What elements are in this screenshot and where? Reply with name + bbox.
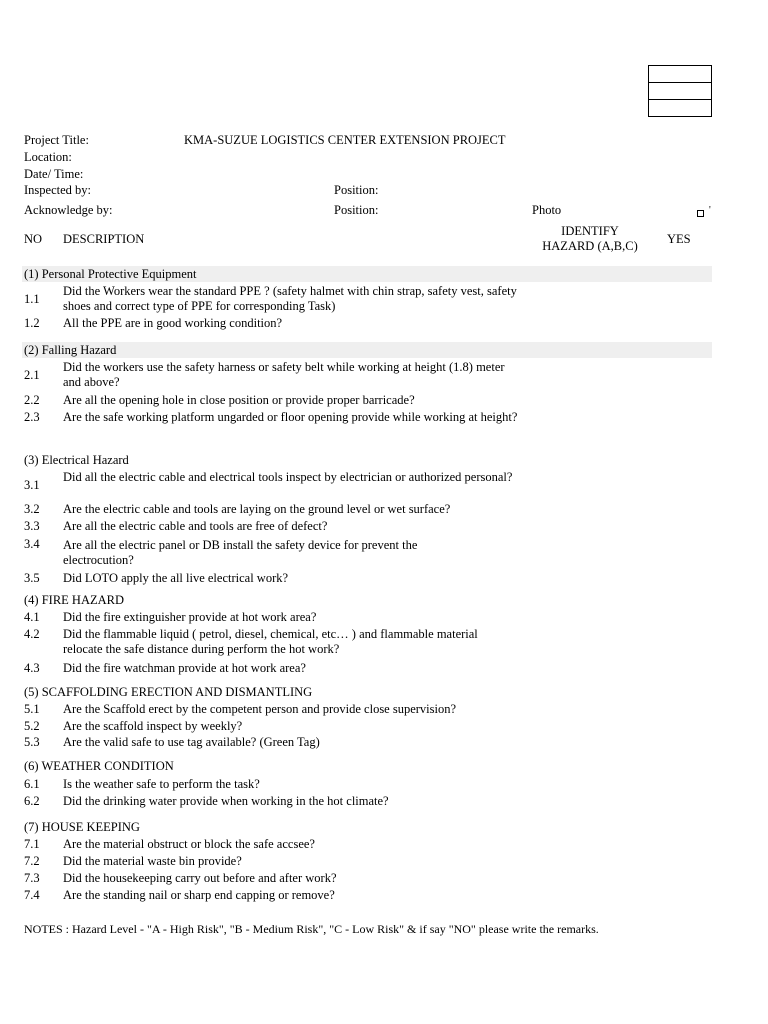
- hazard-level-notes: NOTES : Hazard Level - "A - High Risk", "B - Medium Risk", "C - Low Risk" & if say "NO" please write the remarks.: [24, 922, 599, 936]
- item-description: Did the drinking water provide when working in the hot climate?: [63, 794, 389, 808]
- item-number: 7.2: [24, 854, 40, 868]
- acknowledger-position-label: Position:: [334, 203, 379, 217]
- item-description: Did the Workers wear the standard PPE ? (safety halmet with chin strap, safety vest, safety shoes and correct type of PPE for corresponding Task): [63, 284, 517, 313]
- section-title-3: (3) Electrical Hazard: [24, 453, 129, 467]
- column-header-no: NO: [24, 232, 43, 246]
- section-title-1: (1) Personal Protective Equipment: [24, 267, 197, 281]
- item-description: Are all the electric cable and tools are free of defect?: [63, 519, 328, 533]
- item-description: Did all the electric cable and electrical tools inspect by electrician or authorized personal?: [63, 470, 513, 484]
- item-number: 7.1: [24, 837, 40, 851]
- item-number: 7.4: [24, 888, 40, 902]
- item-number: 5.2: [24, 719, 40, 733]
- item-description: Did the flammable liquid ( petrol, diesel, chemical, etc… ) and flammable material relocate the safe distance during perform the hot work?: [63, 627, 478, 656]
- item-description: Did LOTO apply the all live electrical work?: [63, 571, 289, 585]
- item-description: Are the standing nail or sharp end capping or remove?: [63, 888, 335, 902]
- item-number: 1.1: [24, 292, 40, 306]
- code-box-2: [648, 82, 712, 100]
- column-header-yes: YES: [667, 232, 691, 246]
- section-title-5: (5) SCAFFOLDING ERECTION AND DISMANTLING: [24, 685, 313, 699]
- inspector-position-label: Position:: [334, 183, 379, 197]
- photo-label: Photo: [532, 203, 562, 217]
- document-code-boxes: [648, 65, 712, 117]
- item-number: 3.5: [24, 571, 40, 585]
- date-time-label: Date/ Time:: [24, 167, 84, 181]
- item-number: 3.2: [24, 502, 40, 516]
- item-description: Did the housekeeping carry out before and after work?: [63, 871, 337, 885]
- item-description: Did the workers use the safety harness or safety belt while working at height (1.8) meter and above?: [63, 360, 505, 389]
- item-number: 3.4: [24, 537, 40, 551]
- section-bar-2: [22, 342, 712, 358]
- section-title-4: (4) FIRE HAZARD: [24, 593, 124, 607]
- tick-mark: ': [709, 205, 711, 216]
- item-number: 3.1: [24, 478, 40, 492]
- item-number: 1.2: [24, 316, 40, 330]
- item-description: All the PPE are in good working condition?: [63, 316, 283, 330]
- section-title-7: (7) HOUSE KEEPING: [24, 820, 140, 834]
- item-description: Are the material obstruct or block the safe accsee?: [63, 837, 315, 851]
- location-label: Location:: [24, 150, 72, 164]
- item-description: Are the electric cable and tools are laying on the ground level or wet surface?: [63, 502, 451, 516]
- item-number: 7.3: [24, 871, 40, 885]
- item-number: 2.3: [24, 410, 40, 424]
- item-number: 6.1: [24, 777, 40, 791]
- item-description: Are the valid safe to use tag available? (Green Tag): [63, 735, 320, 749]
- section-title-2: (2) Falling Hazard: [24, 343, 117, 357]
- code-box-1: [648, 65, 712, 83]
- inspected-by-label: Inspected by:: [24, 183, 91, 197]
- item-description: Are the scaffold inspect by weekly?: [63, 719, 243, 733]
- identify-header-line-2: HAZARD (A,B,C): [542, 239, 638, 253]
- item-description: Did the fire watchman provide at hot work area?: [63, 661, 306, 675]
- item-description: Is the weather safe to perform the task?: [63, 777, 260, 791]
- item-number: 6.2: [24, 794, 40, 808]
- item-description: Are all the opening hole in close position or provide proper barricade?: [63, 393, 415, 407]
- column-header-identify-hazard: [530, 224, 650, 254]
- item-number: 3.3: [24, 519, 40, 533]
- project-title-value: KMA-SUZUE LOGISTICS CENTER EXTENSION PROJECT: [184, 133, 506, 147]
- item-number: 4.2: [24, 627, 40, 641]
- acknowledge-by-label: Acknowledge by:: [24, 203, 113, 217]
- column-header-description: DESCRIPTION: [63, 232, 145, 246]
- item-number: 5.3: [24, 735, 40, 749]
- item-description: Did the material waste bin provide?: [63, 854, 242, 868]
- item-number: 2.1: [24, 368, 40, 382]
- item-number: 4.3: [24, 661, 40, 675]
- identify-header-line-1: IDENTIFY: [561, 224, 619, 238]
- project-title-label: Project Title:: [24, 133, 89, 147]
- item-number: 4.1: [24, 610, 40, 624]
- photo-checkbox[interactable]: [697, 210, 704, 217]
- item-description: Did the fire extinguisher provide at hot work area?: [63, 610, 317, 624]
- code-box-3: [648, 99, 712, 117]
- item-number: 5.1: [24, 702, 40, 716]
- section-title-6: (6) WEATHER CONDITION: [24, 759, 174, 773]
- item-description: Are all the electric panel or DB install the safety device for prevent the electrocution?: [63, 538, 418, 567]
- item-description: Are the safe working platform ungarded or floor opening provide while working at height?: [63, 410, 518, 424]
- item-number: 2.2: [24, 393, 40, 407]
- item-description: Are the Scaffold erect by the competent person and provide close supervision?: [63, 702, 457, 716]
